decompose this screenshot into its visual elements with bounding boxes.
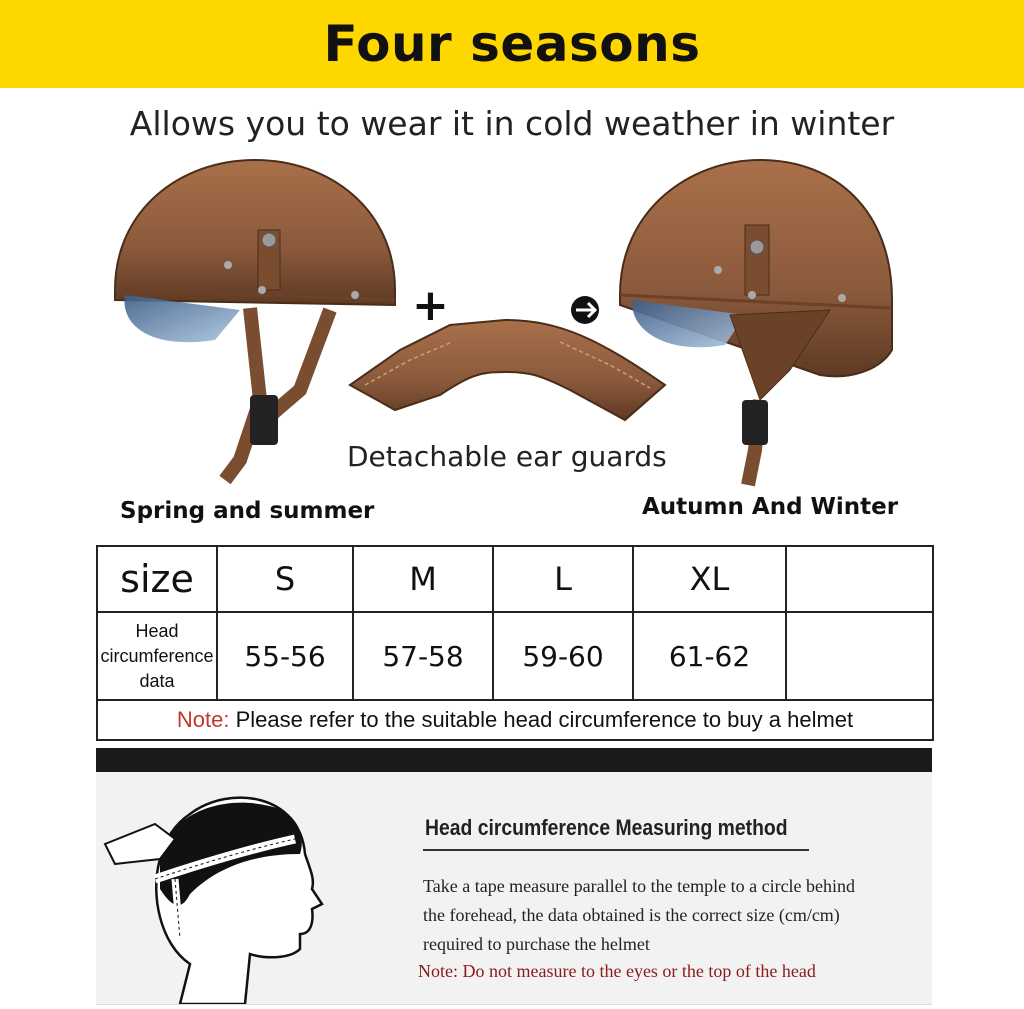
- size-table: [96, 545, 934, 741]
- circumference-value: 61-62: [633, 612, 786, 700]
- measure-note: Note: Do not measure to the eyes or the top of the head: [418, 961, 816, 981]
- circumference-label: [97, 612, 217, 700]
- size-note-prefix: Note:: [176, 707, 230, 732]
- circumference-label-line: circumference: [100, 645, 214, 666]
- arrow-right-icon: [571, 296, 599, 324]
- circumference-value: 57-58: [353, 612, 493, 700]
- measure-instruction-line: Take a tape measure parallel to the temple to a circle behind: [423, 876, 856, 896]
- subtitle: Allows you to wear it in cold weather in winter: [129, 104, 895, 143]
- circumference-label-line: data: [139, 670, 175, 691]
- size-note-row: [97, 700, 933, 740]
- size-cell: [786, 546, 933, 612]
- title-banner: [0, 0, 1024, 88]
- size-cell: XL: [633, 546, 786, 612]
- circumference-value: 59-60: [493, 612, 633, 700]
- measure-title-underline: [423, 849, 809, 851]
- measure-instruction-line: the forehead, the data obtained is the correct size (cm/cm): [423, 905, 840, 925]
- size-cell: S: [217, 546, 353, 612]
- right-helmet: [620, 160, 892, 485]
- ear-guard: [350, 320, 665, 420]
- size-header-label: size: [97, 546, 217, 612]
- circumference-row: [97, 612, 933, 700]
- size-note: [97, 700, 933, 740]
- spring-summer-label: Spring and summer: [120, 498, 375, 524]
- size-cell: L: [493, 546, 633, 612]
- circumference-value: 55-56: [217, 612, 353, 700]
- measure-instructions: [423, 872, 893, 959]
- size-note-text: Please refer to the suitable head circumference to buy a helmet: [229, 707, 854, 732]
- size-header-row: [97, 546, 933, 612]
- left-helmet: [115, 160, 395, 480]
- circumference-label-line: Head: [135, 620, 179, 641]
- plus-icon: +: [412, 280, 449, 331]
- section-divider: [96, 748, 932, 772]
- measure-instruction-line: required to purchase the helmet: [423, 934, 650, 954]
- head-measuring-illustration: [100, 784, 340, 1004]
- page-title: Four seasons: [323, 15, 701, 73]
- measure-title: Head circumference Measuring method: [425, 815, 788, 840]
- size-cell: M: [353, 546, 493, 612]
- autumn-winter-label: Autumn And Winter: [642, 494, 899, 520]
- ear-guards-caption: Detachable ear guards: [347, 440, 667, 473]
- circumference-value: [786, 612, 933, 700]
